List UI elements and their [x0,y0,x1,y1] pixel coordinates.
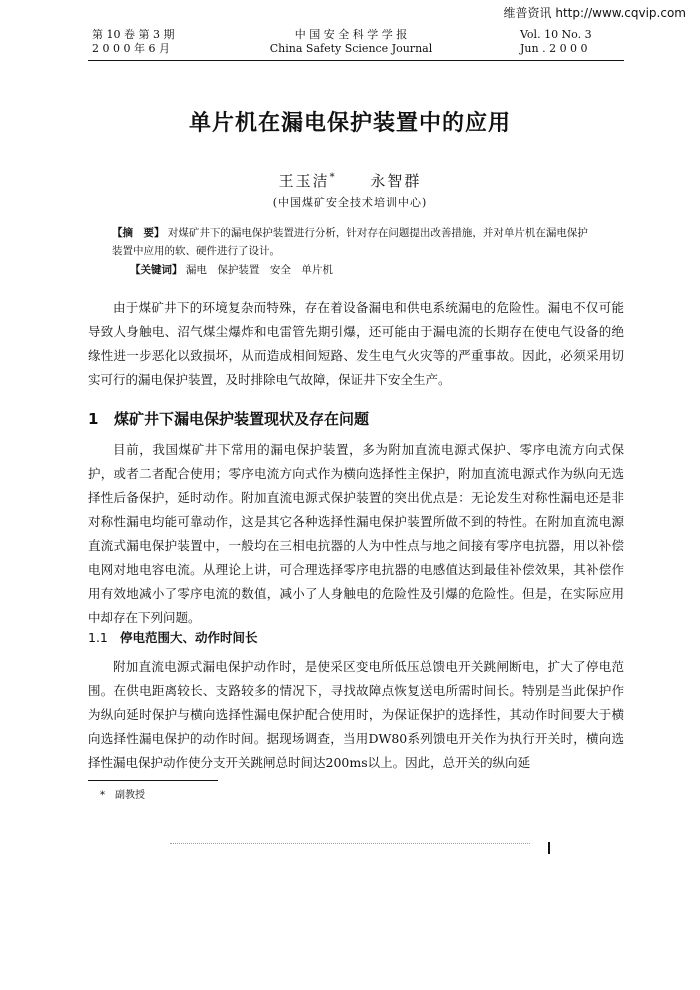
keywords-label: 【关键词】 [130,264,183,276]
volume-issue-en: Vol. 10 No. 3 [520,28,592,41]
subsection-1-1-number: 1.1 [88,630,108,645]
intro-paragraph [88,296,624,392]
journal-issue-info-en [520,28,592,56]
author-footnote-mark: * [329,172,337,183]
section-1-text: 目前，我国煤矿井下常用的漏电保护装置，多为附加直流电源式保护、零序电流方向式保护，或者二者配合使用；零序电流方向式作为横向选择性主保护，附加直流电源式作为纵向无选择性后备保护，延时动作。附加直流电源式保护装置的突出优点是：无论发生对称性漏电还是非对称性漏电均能可靠动作，这是其它各种选择性漏电保护装置所做不到的特性。在附加直流电源直流式漏电保护装置中，一般均在三相电抗器的人为中性点与地之间接有零序电抗器，用以补偿电网对地电容电流。从理论上讲，可合理选择零序电抗器的电感值达到最佳补偿效果，其补偿作用有效地减小了零序电流的数值，减小了人身触电的危险性及引爆的危险性。但是，在实际应用中却存在下列问题。 [88,442,624,625]
date-cn: 2 0 0 0 年 6 月 [92,42,170,55]
page-edge-mark [548,842,550,854]
authors [60,170,640,191]
subsection-1-1-text: 附加直流电源式漏电保护动作时，是使采区变电所低压总馈电开关跳闸断电，扩大了停电范围。在供电距离较长、支路较多的情况下，寻找故障点恢复送电所需时间长。特别是当此保护作为纵向延时保护与横向选择性漏电保护配合使用时，为保证保护的选择性，其动作时间要大于横向选择性漏电保护的动作时间。据现场调查，当用DW80系列馈电开关作为执行开关时，横向选择性漏电保护动作使分支开关跳闸总时间达200ms以上。因此，总开关的纵向延 [88,659,624,770]
header-divider [88,60,624,61]
keywords-text: 漏电 保护装置 安全 单片机 [185,264,333,276]
section-1-paragraph [88,438,624,630]
watermark: 维普资讯 http://www.cqvip.com [503,6,686,20]
volume-issue-cn: 第 10 卷 第 3 期 [92,28,175,41]
subsection-1-1-title: 停电范围大、动作时间长 [120,630,258,645]
abstract-text: 对煤矿井下的漏电保护装置进行分析，针对存在问题提出改善措施，并对单片机在漏电保护装置中应用的软、硬件进行了设计。 [112,227,588,257]
subsection-1-1-heading [88,628,258,646]
abstract [112,224,588,260]
abstract-label: 【摘 要】 [112,227,165,239]
intro-text: 由于煤矿井下的环境复杂而特殊，存在着设备漏电和供电系统漏电的危险性。漏电不仅可能导致人身触电、沼气煤尘爆炸和电雷管先期引爆，还可能由于漏电流的长期存在使电气设备的绝缘性进一步恶化以致损坏，从而造成相间短路、发生电气火灾等的严重事故。因此，必须采用切实可行的漏电保护装置，及时排除电气故障，保证井下安全生产。 [88,300,624,387]
journal-issue-info [92,28,174,56]
footnote: * 副教授 [100,790,145,801]
journal-name [256,28,446,56]
scan-artifact-dots [170,843,530,844]
author-2: 永智群 [370,172,422,190]
author-1: 王玉洁 [278,172,330,190]
date-en: Jun . 2 0 0 0 [520,42,588,55]
paper-title: 单片机在漏电保护装置中的应用 [188,111,511,136]
section-1-number: 1 [88,410,99,428]
affiliation: (中国煤矿安全技术培训中心) [272,196,428,209]
subsection-1-1-paragraph [88,655,624,775]
section-1-title: 煤矿井下漏电保护装置现状及存在问题 [114,410,370,428]
keywords [130,262,333,277]
section-1-heading [88,408,369,429]
journal-name-en: China Safety Science Journal [269,42,433,55]
footnote-divider [88,780,218,781]
journal-name-cn: 中 国 安 全 科 学 学 报 [294,28,408,41]
